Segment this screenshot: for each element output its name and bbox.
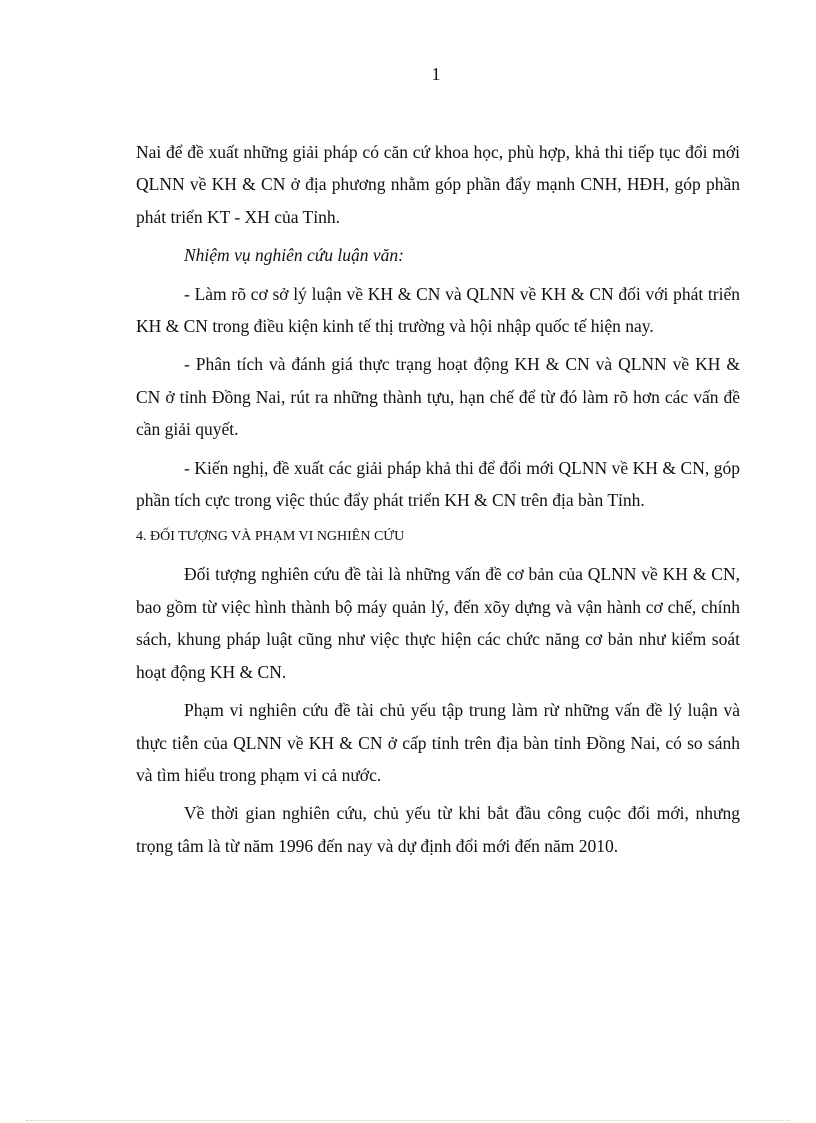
paragraph-object: Đối tượng nghiên cứu đề tài là những vấn đề cơ bản của QLNN về KH & CN, bao gồm từ việc hình thành bộ máy quản lý, đến xõy dựng và vận hành cơ chế, chính sách, khung pháp luật cũng như việc thực hiện các chức năng cơ bản như kiểm soát hoạt động KH & CN.	[136, 564, 740, 682]
document-body	[136, 136, 740, 868]
page-number: 1	[431, 64, 441, 84]
paragraph-intro: Nai để đề xuất những giải pháp có căn cứ khoa học, phù hợp, khả thi tiếp tục đổi mới QLNN về KH & CN ở địa phương nhằm góp phần đẩy mạnh CNH, HĐH, góp phần phát triển KT - XH của Tỉnh.	[136, 142, 740, 227]
paragraph-task-1: - Làm rõ cơ sở lý luận về KH & CN và QLNN về KH & CN đối với phát triển KH & CN trong điều kiện kinh tế thị trường và hội nhập quốc tế hiện nay.	[136, 283, 740, 337]
paragraph-scope: Phạm vi nghiên cứu đề tài chủ yếu tập trung làm rừ những vấn đề lý luận và thực tiễn của QLNN về KH & CN ở cấp tỉnh trên địa bàn tỉnh Đồng Nai, có so sánh và tìm hiểu trong phạm vi cả nước.	[136, 700, 740, 785]
footer-divider	[26, 1120, 790, 1121]
paragraph-task-title: Nhiệm vụ nghiên cứu luận văn:	[184, 245, 404, 266]
paragraph-task-2: - Phân tích và đánh giá thực trạng hoạt động KH & CN và QLNN về KH & CN ở tỉnh Đồng Nai, rút ra những thành tựu, hạn chế để từ đó làm rõ hơn các vấn đề cần giải quyết.	[136, 354, 740, 440]
section-heading: 4. ĐỐI TƯỢNG VÀ PHẠM VI NGHIÊN CỨU	[136, 529, 405, 545]
paragraph-task-3: - Kiến nghị, đề xuất các giải pháp khả thi để đổi mới QLNN về KH & CN, góp phần tích cực trong việc thúc đẩy phát triển KH & CN trên địa bàn Tỉnh.	[136, 457, 740, 511]
paragraph-time: Về thời gian nghiên cứu, chủ yếu từ khi bắt đầu công cuộc đổi mới, nhưng trọng tâm là từ năm 1996 đến nay và dự định đổi mới đến năm 2010.	[136, 803, 740, 856]
